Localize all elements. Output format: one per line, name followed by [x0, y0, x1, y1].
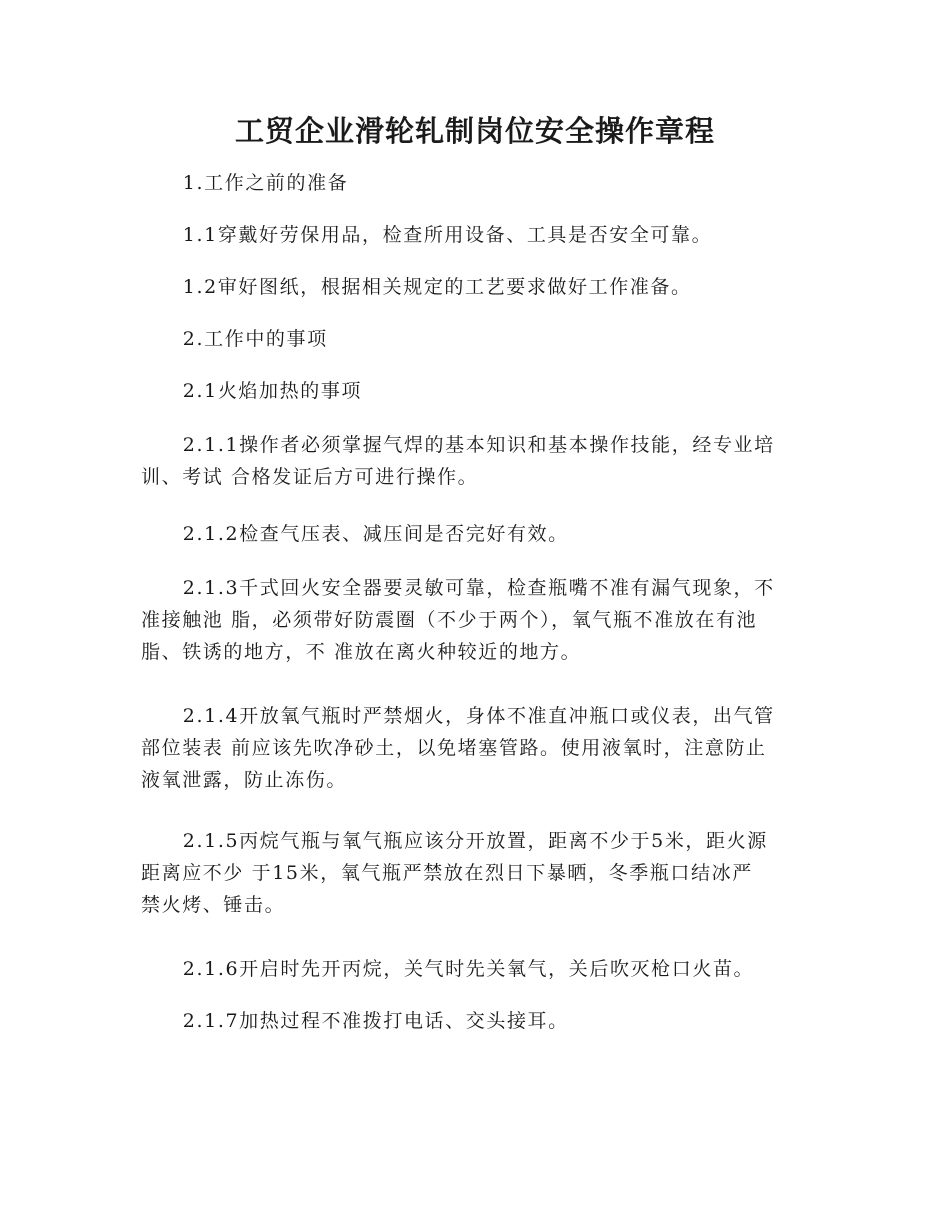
- paragraph-line: 训、考试 合格发证后方可进行操作。: [141, 466, 479, 488]
- paragraph-line: 1.2审好图纸，根据相关规定的工艺要求做好工作准备。: [182, 276, 692, 298]
- paragraph-2-1-6: [141, 953, 809, 985]
- paragraph-line: 2.1.5丙烷气瓶与氧气瓶应该分开放置，距离不少于5米，距火源: [182, 830, 768, 852]
- paragraph-line: 2.1.6开启时先开丙烷，关气时先关氧气，关后吹灭枪口火苗。: [182, 958, 755, 980]
- paragraph-2-1-1: [141, 429, 809, 493]
- paragraph-line: 准接触池 脂，必须带好防震圈（不少于两个），氧气瓶不准放在有池: [141, 609, 758, 631]
- paragraph-line: 2.1.1操作者必须掌握气焊的基本知识和基本操作技能，经专业培: [182, 434, 775, 456]
- paragraph-2-1-5: [141, 825, 809, 921]
- paragraph-1-1: [141, 219, 809, 251]
- paragraph-line: 2.1.2检查气压表、减压间是否完好有效。: [182, 523, 569, 545]
- paragraph-1: [141, 167, 809, 199]
- paragraph-line: 2.1.7加热过程不准拨打电话、交头接耳。: [182, 1010, 569, 1032]
- paragraph-line: 液氧泄露，防止冻伤。: [141, 769, 348, 791]
- paragraph-line: 脂、铁诱的地方，不 准放在离火种较近的地方。: [141, 641, 582, 663]
- paragraph-2-1-4: [141, 700, 809, 796]
- paragraph-line: 2.1.4开放氧气瓶时严禁烟火，身体不准直冲瓶口或仪表，出气管: [182, 705, 775, 727]
- paragraph-line: 2.1.3千式回火安全器要灵敏可靠，检查瓶嘴不准有漏气现象，不: [182, 577, 775, 599]
- paragraph-2-1-7: [141, 1005, 809, 1037]
- paragraph-2-1: [141, 375, 809, 407]
- paragraph-line: 2.1火焰加热的事项: [182, 380, 363, 402]
- paragraph-line: 2.工作中的事项: [182, 328, 328, 350]
- paragraph-2: [141, 323, 809, 355]
- paragraph-2-1-2: [141, 518, 809, 550]
- paragraph-line: 1.1穿戴好劳保用品，检查所用设备、工具是否安全可靠。: [182, 224, 713, 246]
- paragraph-1-2: [141, 271, 809, 303]
- document-title: 工贸企业滑轮轧制岗位安全操作章程: [234, 114, 715, 148]
- paragraph-line: 1.工作之前的准备: [182, 172, 349, 194]
- paragraph-line: 距离应不少 于15米，氧气瓶严禁放在烈日下暴晒，冬季瓶口结冰严: [141, 862, 753, 884]
- paragraph-line: 禁火烤、锤击。: [141, 894, 286, 916]
- paragraph-2-1-3: [141, 572, 809, 668]
- paragraph-line: 部位装表 前应该先吹净砂土，以免堵塞管路。使用液氧时，注意防止: [141, 737, 767, 759]
